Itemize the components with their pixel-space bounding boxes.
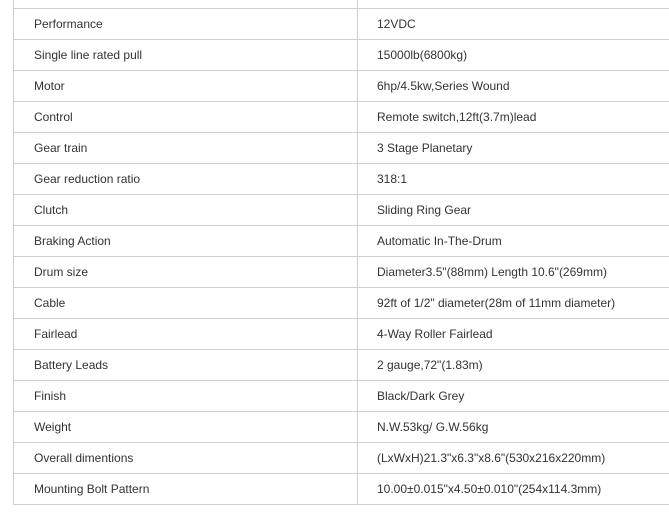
table-top-edge: [14, 0, 669, 9]
spec-label: Drum size: [14, 257, 358, 288]
spec-label: Performance: [14, 9, 358, 40]
spec-value: Remote switch,12ft(3.7m)lead: [358, 102, 669, 133]
spec-value: 12VDC: [358, 9, 669, 40]
spec-value: (LxWxH)21.3"x6.3"x8.6"(530x216x220mm): [358, 443, 669, 474]
spec-value: 10.00±0.015"x4.50±0.010"(254x114.3mm): [358, 474, 669, 505]
table-row: [14, 71, 669, 102]
spec-label: Gear train: [14, 133, 358, 164]
table-top-edge-cell: [358, 0, 669, 9]
spec-value: 15000lb(6800kg): [358, 40, 669, 71]
spec-value: 2 gauge,72"(1.83m): [358, 350, 669, 381]
table-top-edge-cell: [14, 0, 358, 9]
spec-label: Finish: [14, 381, 358, 412]
table-row: [14, 133, 669, 164]
spec-value: Black/Dark Grey: [358, 381, 669, 412]
table-row: [14, 381, 669, 412]
spec-label: Overall dimentions: [14, 443, 358, 474]
table-row: [14, 474, 669, 505]
spec-value: Diameter3.5"(88mm) Length 10.6"(269mm): [358, 257, 669, 288]
spec-value: Sliding Ring Gear: [358, 195, 669, 226]
table-row: [14, 226, 669, 257]
spec-value: 92ft of 1/2" diameter(28m of 11mm diameter): [358, 288, 669, 319]
spec-label: Weight: [14, 412, 358, 443]
table-row: [14, 102, 669, 133]
table-row: [14, 319, 669, 350]
spec-label: Motor: [14, 71, 358, 102]
table-row: [14, 257, 669, 288]
spec-label: Battery Leads: [14, 350, 358, 381]
spec-label: Single line rated pull: [14, 40, 358, 71]
table-row: [14, 288, 669, 319]
table-row: [14, 195, 669, 226]
spec-table-body: [14, 0, 669, 505]
spec-label: Fairlead: [14, 319, 358, 350]
table-row: [14, 412, 669, 443]
table-row: [14, 9, 669, 40]
spec-value: 4-Way Roller Fairlead: [358, 319, 669, 350]
spec-value: 6hp/4.5kw,Series Wound: [358, 71, 669, 102]
spec-value: Automatic In-The-Drum: [358, 226, 669, 257]
table-row: [14, 40, 669, 71]
spec-table: [13, 0, 669, 505]
table-row: [14, 350, 669, 381]
spec-value: 3 Stage Planetary: [358, 133, 669, 164]
spec-label: Cable: [14, 288, 358, 319]
spec-label: Control: [14, 102, 358, 133]
table-row: [14, 443, 669, 474]
table-row: [14, 164, 669, 195]
spec-label: Mounting Bolt Pattern: [14, 474, 358, 505]
spec-label: Clutch: [14, 195, 358, 226]
spec-label: Braking Action: [14, 226, 358, 257]
spec-label: Gear reduction ratio: [14, 164, 358, 195]
spec-value: 318:1: [358, 164, 669, 195]
spec-value: N.W.53kg/ G.W.56kg: [358, 412, 669, 443]
